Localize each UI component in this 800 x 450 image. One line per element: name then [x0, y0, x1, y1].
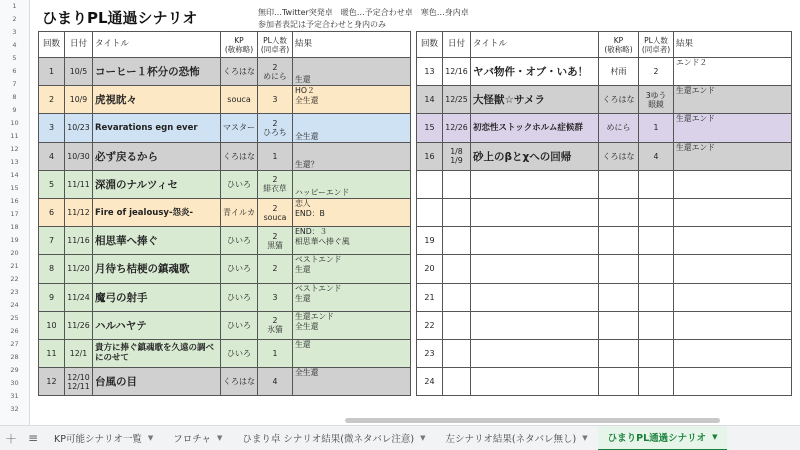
row-number[interactable]: 27: [10, 340, 19, 348]
header-title[interactable]: タイトル: [471, 32, 599, 58]
cell-pl[interactable]: 2 黒猫: [258, 227, 293, 255]
cell-title[interactable]: [471, 255, 599, 283]
header-row: [417, 32, 792, 58]
table-row: [39, 170, 411, 198]
caret-down-icon[interactable]: ▼: [147, 434, 154, 442]
cell-title[interactable]: [471, 227, 599, 255]
table-row: [417, 170, 792, 198]
caret-down-icon[interactable]: ▼: [582, 434, 588, 442]
table-row: [417, 86, 792, 114]
cell-date[interactable]: [443, 198, 471, 226]
horizontal-scrollbar[interactable]: [345, 418, 720, 423]
left-scenario-table: [38, 31, 411, 396]
table-row: [39, 58, 411, 86]
cell-num[interactable]: 21: [417, 283, 443, 311]
table-row: [39, 227, 411, 255]
cell-date[interactable]: 11/24: [65, 283, 93, 311]
row-number[interactable]: 5: [12, 54, 17, 62]
cell-pl[interactable]: 1: [258, 339, 293, 367]
cell-kp[interactable]: [599, 368, 639, 396]
cell-result[interactable]: 生還？: [293, 142, 411, 170]
sheet-tab[interactable]: [232, 426, 435, 450]
header-date[interactable]: 日付: [443, 32, 471, 58]
cell-title[interactable]: 魔弓の射手: [93, 283, 221, 311]
row-number[interactable]: 15: [10, 184, 19, 192]
cell-title[interactable]: 砂上のβとχへの回帰: [471, 142, 599, 170]
cell-pl[interactable]: 2 ひろち: [258, 114, 293, 142]
cell-kp[interactable]: [599, 227, 639, 255]
row-number[interactable]: 26: [10, 327, 19, 335]
cell-kp[interactable]: ひいろ: [221, 339, 258, 367]
header-num[interactable]: 回数: [417, 32, 443, 58]
cell-date[interactable]: 10/30: [65, 142, 93, 170]
cell-result[interactable]: [674, 255, 792, 283]
row-number[interactable]: 7: [12, 80, 17, 88]
cell-title[interactable]: 月待ち桔梗の鎮魂歌: [93, 255, 221, 283]
row-number[interactable]: 22: [10, 275, 19, 283]
cell-date[interactable]: 11/12: [65, 198, 93, 226]
cell-title[interactable]: 貴方に捧ぐ鎮魂歌を久遠の調べにのせて: [93, 339, 221, 367]
table-row: [39, 198, 411, 226]
table-row: [39, 283, 411, 311]
table-row: [39, 86, 411, 114]
cell-pl[interactable]: 4: [639, 142, 674, 170]
table-row: [39, 311, 411, 339]
row-number[interactable]: 12: [10, 145, 19, 153]
table-row: [417, 368, 792, 396]
cell-num[interactable]: 13: [417, 58, 443, 86]
sheet-tab-label: 左シナリオ結果(ネタバレ無し): [445, 434, 577, 445]
cell-title[interactable]: [471, 198, 599, 226]
cell-title[interactable]: 深淵のナルツィセ: [93, 170, 221, 198]
cell-pl[interactable]: [639, 339, 674, 367]
cell-pl[interactable]: [639, 227, 674, 255]
cell-num[interactable]: 10: [39, 311, 65, 339]
cell-title[interactable]: 必ず戻るから: [93, 142, 221, 170]
cell-title[interactable]: [471, 368, 599, 396]
cell-num[interactable]: [417, 170, 443, 198]
cell-num[interactable]: 3: [39, 114, 65, 142]
cell-title[interactable]: [471, 170, 599, 198]
row-number[interactable]: 31: [10, 392, 19, 400]
row-number[interactable]: 4: [12, 41, 17, 49]
table-row: [417, 198, 792, 226]
cell-num[interactable]: 15: [417, 114, 443, 142]
row-number[interactable]: 3: [12, 28, 17, 36]
cell-result[interactable]: END：３ 相思華へ捧ぐ風: [293, 227, 411, 255]
cell-kp[interactable]: [599, 198, 639, 226]
header-result[interactable]: 結果: [674, 32, 792, 58]
cell-result[interactable]: 全生還: [293, 114, 411, 142]
header-row: [39, 32, 411, 58]
cell-pl[interactable]: 2: [639, 58, 674, 86]
cell-result[interactable]: 生還エンド: [674, 114, 792, 142]
cell-kp[interactable]: くろはな: [221, 58, 258, 86]
row-number[interactable]: 11: [10, 132, 19, 140]
row-number[interactable]: 21: [10, 262, 19, 270]
cell-kp[interactable]: くろはな: [221, 142, 258, 170]
cell-num[interactable]: 6: [39, 198, 65, 226]
cell-pl[interactable]: [639, 283, 674, 311]
cell-kp[interactable]: くろはな: [221, 368, 258, 396]
table-row: [39, 339, 411, 367]
cell-result[interactable]: [674, 198, 792, 226]
cell-num[interactable]: [417, 198, 443, 226]
table-row: [417, 283, 792, 311]
row-number-gutter: [0, 0, 30, 425]
row-number[interactable]: 18: [10, 223, 19, 231]
cell-title[interactable]: 初恋性ストックホルム症候群: [471, 114, 599, 142]
cell-kp[interactable]: souca: [221, 86, 258, 114]
cell-title[interactable]: [471, 311, 599, 339]
table-row: [417, 339, 792, 367]
header-pl[interactable]: PL人数 (同卓者): [639, 32, 674, 58]
cell-result[interactable]: ハッピーエンド: [293, 170, 411, 198]
row-number[interactable]: 6: [12, 67, 17, 75]
cell-kp[interactable]: ひいろ: [221, 311, 258, 339]
row-number[interactable]: 24: [10, 301, 19, 309]
table-row: [417, 227, 792, 255]
cell-result[interactable]: [674, 283, 792, 311]
sheet-tab-label: KP可能シナリオ一覧: [54, 434, 142, 445]
cell-title[interactable]: 虎視眈々: [93, 86, 221, 114]
cell-pl[interactable]: 4: [258, 368, 293, 396]
cell-date[interactable]: [443, 283, 471, 311]
cell-result[interactable]: 生還: [293, 339, 411, 367]
cell-result[interactable]: 生還エンド 全生還: [293, 311, 411, 339]
row-number[interactable]: 9: [12, 106, 17, 114]
row-number[interactable]: 17: [10, 210, 19, 218]
sheet-tab[interactable]: [598, 426, 728, 450]
header-kp[interactable]: KP (敬称略): [599, 32, 639, 58]
sheet-tab[interactable]: [163, 426, 232, 450]
cell-date[interactable]: [443, 339, 471, 367]
caret-down-icon[interactable]: ▼: [420, 434, 426, 442]
legend-line-1: 無印…Twitter突発卓 暖色…予定合わせ卓 寒色…身内卓: [258, 8, 469, 17]
table-row: [417, 58, 792, 86]
cell-pl[interactable]: 3: [258, 283, 293, 311]
cell-num[interactable]: 7: [39, 227, 65, 255]
cell-num[interactable]: 8: [39, 255, 65, 283]
cell-num[interactable]: 19: [417, 227, 443, 255]
cell-kp[interactable]: 青イルカ: [221, 198, 258, 226]
cell-title[interactable]: ヤバ物件・オブ・いあ！: [471, 58, 599, 86]
cell-date[interactable]: [443, 311, 471, 339]
cell-result[interactable]: 生還エンド: [674, 86, 792, 114]
cell-result[interactable]: [674, 227, 792, 255]
cell-kp[interactable]: マスター: [221, 114, 258, 142]
row-number[interactable]: 28: [10, 353, 19, 361]
cell-kp[interactable]: ひいろ: [221, 255, 258, 283]
cell-pl[interactable]: 1: [639, 114, 674, 142]
sheet-tab-label: フロチャ: [173, 434, 211, 445]
cell-date[interactable]: 11/26: [65, 311, 93, 339]
cell-kp[interactable]: くろはな: [599, 142, 639, 170]
cell-result[interactable]: [674, 339, 792, 367]
header-pl[interactable]: PL人数 (同卓者): [258, 32, 293, 58]
row-number[interactable]: 30: [10, 379, 19, 387]
row-number[interactable]: 20: [10, 249, 19, 257]
cell-title[interactable]: Revarations egn ever: [93, 114, 221, 142]
cell-pl[interactable]: [639, 368, 674, 396]
cell-num[interactable]: 22: [417, 311, 443, 339]
table-row: [417, 142, 792, 170]
cell-date[interactable]: 11/16: [65, 227, 93, 255]
row-number[interactable]: 19: [10, 236, 19, 244]
cell-num[interactable]: 5: [39, 170, 65, 198]
cell-result[interactable]: ベストエンド 生還: [293, 283, 411, 311]
cell-date[interactable]: [443, 368, 471, 396]
sheet-tab-label: ひまり卓 シナリオ結果(微ネタバレ注意): [242, 434, 415, 445]
cell-num[interactable]: 16: [417, 142, 443, 170]
table-row: [417, 255, 792, 283]
table-row: [39, 368, 411, 396]
cell-num[interactable]: 12: [39, 368, 65, 396]
cell-date[interactable]: 12/10 12/11: [65, 368, 93, 396]
header-title[interactable]: タイトル: [93, 32, 221, 58]
cell-pl[interactable]: 2 緋衣草: [258, 170, 293, 198]
cell-date[interactable]: 10/5: [65, 58, 93, 86]
cell-num[interactable]: 2: [39, 86, 65, 114]
sheet-tab-bar: [0, 425, 800, 450]
table-row: [417, 114, 792, 142]
cell-result[interactable]: HO２ 全生還: [293, 86, 411, 114]
cell-date[interactable]: 12/1: [65, 339, 93, 367]
cell-pl[interactable]: [639, 255, 674, 283]
cell-num[interactable]: 9: [39, 283, 65, 311]
cell-kp[interactable]: ひいろ: [221, 283, 258, 311]
cell-title[interactable]: [471, 339, 599, 367]
row-number[interactable]: 8: [12, 93, 17, 101]
row-number[interactable]: 25: [10, 314, 19, 322]
cell-kp[interactable]: [599, 311, 639, 339]
cell-date[interactable]: 12/16: [443, 58, 471, 86]
cell-pl[interactable]: [639, 170, 674, 198]
cell-num[interactable]: 24: [417, 368, 443, 396]
cell-date[interactable]: [443, 227, 471, 255]
row-number[interactable]: 14: [10, 171, 19, 179]
cell-result[interactable]: 生還: [293, 58, 411, 86]
list-icon[interactable]: ≡: [27, 431, 39, 445]
header-kp[interactable]: KP (敬称略): [221, 32, 258, 58]
cell-result[interactable]: ベストエンド 生還: [293, 255, 411, 283]
cell-kp[interactable]: [599, 339, 639, 367]
table-row: [39, 142, 411, 170]
row-number[interactable]: 16: [10, 197, 19, 205]
cell-date[interactable]: 12/25: [443, 86, 471, 114]
row-number[interactable]: 10: [10, 119, 19, 127]
table-row: [417, 311, 792, 339]
cell-kp[interactable]: ひいろ: [221, 227, 258, 255]
cell-result[interactable]: 恋人 END：B: [293, 198, 411, 226]
right-scenario-table: [416, 31, 792, 396]
sheet-tab-label: ひまりPL通過シナリオ: [607, 433, 707, 444]
cell-pl[interactable]: 2 souca: [258, 198, 293, 226]
row-number[interactable]: 1: [12, 2, 17, 10]
cell-title[interactable]: 相思華へ捧ぐ: [93, 227, 221, 255]
cell-title[interactable]: 大怪獣☆サメラ: [471, 86, 599, 114]
table-row: [39, 255, 411, 283]
cell-date[interactable]: 10/9: [65, 86, 93, 114]
cell-date[interactable]: 11/20: [65, 255, 93, 283]
cell-kp[interactable]: [599, 283, 639, 311]
cell-result[interactable]: エンド２: [674, 58, 792, 86]
header-num[interactable]: 回数: [39, 32, 65, 58]
sheet-tab[interactable]: [436, 426, 598, 450]
cell-pl[interactable]: 2 氷猫: [258, 311, 293, 339]
cell-title[interactable]: Fire of jealousy-怨炎-: [93, 198, 221, 226]
cell-result[interactable]: [674, 311, 792, 339]
row-number[interactable]: 32: [10, 405, 19, 413]
cell-num[interactable]: 20: [417, 255, 443, 283]
cell-pl[interactable]: 2: [258, 255, 293, 283]
cell-title[interactable]: コーヒー１杯分の恐怖: [93, 58, 221, 86]
caret-down-icon[interactable]: ▼: [216, 434, 223, 442]
cell-result[interactable]: [674, 368, 792, 396]
cell-title[interactable]: [471, 283, 599, 311]
cell-date[interactable]: 11/11: [65, 170, 93, 198]
cell-result[interactable]: [674, 170, 792, 198]
cell-num[interactable]: 14: [417, 86, 443, 114]
cell-date[interactable]: 1/8 1/9: [443, 142, 471, 170]
cell-kp[interactable]: [599, 170, 639, 198]
cell-pl[interactable]: 2 めにら: [258, 58, 293, 86]
cell-num[interactable]: 4: [39, 142, 65, 170]
plus-icon[interactable]: ＋: [4, 431, 17, 446]
cell-kp[interactable]: [599, 255, 639, 283]
cell-pl[interactable]: 1: [258, 142, 293, 170]
cell-kp[interactable]: ひいろ: [221, 170, 258, 198]
cell-num[interactable]: 1: [39, 58, 65, 86]
table-row: [39, 114, 411, 142]
cell-title[interactable]: ハルハヤテ: [93, 311, 221, 339]
cell-kp[interactable]: めにら: [599, 114, 639, 142]
row-number[interactable]: 2: [12, 15, 17, 23]
cell-date[interactable]: 12/26: [443, 114, 471, 142]
cell-pl[interactable]: 3ゆう 眼鏡: [639, 86, 674, 114]
sheet-title: ひまりPL通過シナリオ: [42, 9, 198, 27]
cell-title[interactable]: 台風の目: [93, 368, 221, 396]
row-number[interactable]: 13: [10, 158, 19, 166]
cell-date[interactable]: [443, 255, 471, 283]
header-date[interactable]: 日付: [65, 32, 93, 58]
cell-pl[interactable]: 3: [258, 86, 293, 114]
cell-pl[interactable]: [639, 198, 674, 226]
cell-num[interactable]: 23: [417, 339, 443, 367]
cell-result[interactable]: 生還エンド: [674, 142, 792, 170]
cell-date[interactable]: [443, 170, 471, 198]
cell-kp[interactable]: くろはな: [599, 86, 639, 114]
row-number[interactable]: 29: [10, 366, 19, 374]
cell-kp[interactable]: 村雨: [599, 58, 639, 86]
cell-num[interactable]: 11: [39, 339, 65, 367]
sheet-tab[interactable]: [44, 426, 163, 450]
caret-down-icon[interactable]: ▼: [712, 433, 718, 441]
legend-line-2: 参加者表記は予定合わせと身内のみ: [258, 20, 386, 29]
row-number[interactable]: 23: [10, 288, 19, 296]
cell-result[interactable]: 全生還: [293, 368, 411, 396]
cell-pl[interactable]: [639, 311, 674, 339]
cell-date[interactable]: 10/23: [65, 114, 93, 142]
header-result[interactable]: 結果: [293, 32, 411, 58]
